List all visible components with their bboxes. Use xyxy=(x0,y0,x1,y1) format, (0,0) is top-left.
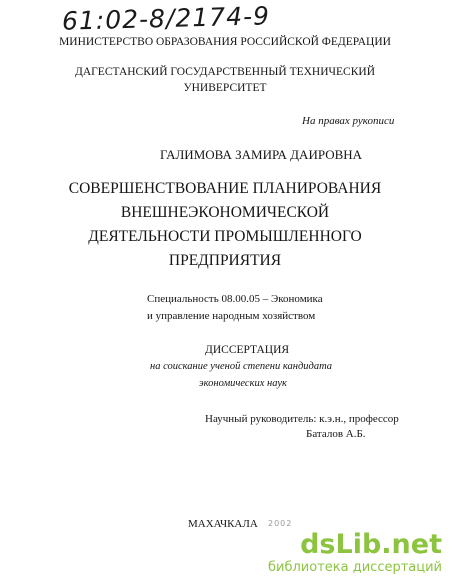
dslib-logo-main: dsLib xyxy=(300,529,382,560)
degree-line1: на соискание ученой степени кандидата xyxy=(150,361,333,372)
dslib-logo-tld: .net xyxy=(381,529,442,560)
thesis-title-line1: СОВЕРШЕНСТВОВАНИЕ ПЛАНИРОВАНИЯ xyxy=(68,180,382,197)
specialty-line1: Специальность 08.00.05 – Экономика xyxy=(147,293,323,305)
city-name: МАХАЧКАЛА xyxy=(188,518,258,530)
specialty-line2: и управление народным хозяйством xyxy=(147,310,316,322)
thesis-title-line3: ДЕЯТЕЛЬНОСТИ ПРОМЫШЛЕННОГО xyxy=(88,228,362,245)
year-stamp: 2002 xyxy=(268,519,293,528)
dslib-logo xyxy=(268,531,442,558)
document-type: ДИССЕРТАЦИЯ xyxy=(205,344,290,356)
advisor-line1: Научный руководитель: к.э.н., профессор xyxy=(205,413,399,425)
ministry-name: МИНИСТЕРСТВО ОБРАЗОВАНИЯ РОССИЙСКОЙ ФЕДЕРАЦИИ xyxy=(59,36,391,48)
advisor-line2: Баталов А.Б. xyxy=(306,428,366,440)
university-name-line1: ДАГЕСТАНСКИЙ ГОСУДАРСТВЕННЫЙ ТЕХНИЧЕСКИЙ xyxy=(75,66,375,78)
dslib-caption: библиотека диссертаций xyxy=(268,560,442,575)
manuscript-note: На правах рукописи xyxy=(302,115,395,127)
handwritten-archive-code: 61:02-8/2174-9 xyxy=(61,1,271,36)
degree-line2: экономических наук xyxy=(199,378,287,389)
author-name: ГАЛИМОВА ЗАМИРА ДАИРОВНА xyxy=(160,147,363,162)
thesis-title-line2: ВНЕШНЕЭКОНОМИЧЕСКОЙ xyxy=(120,204,330,221)
dslib-watermark[interactable] xyxy=(268,531,442,575)
thesis-title-line4: ПРЕДПРИЯТИЯ xyxy=(168,252,282,269)
university-name-line2: УНИВЕРСИТЕТ xyxy=(183,82,267,94)
